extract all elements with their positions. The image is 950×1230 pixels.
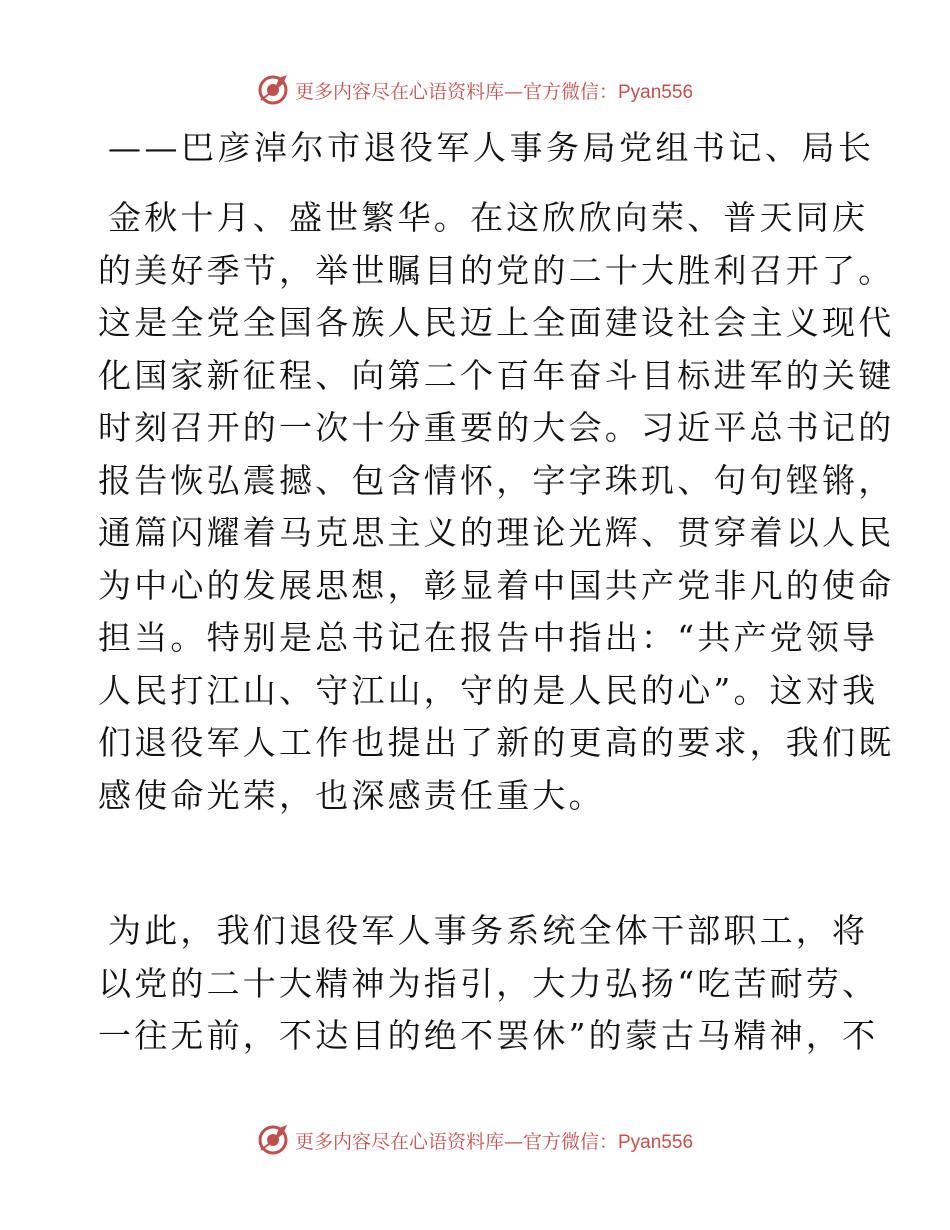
text-line: 通篇闪耀着马克思主义的理论光辉、贯穿着以人民 bbox=[98, 513, 895, 552]
quill-pen-logo-icon bbox=[257, 1124, 289, 1156]
banner-account: Pyan556 bbox=[618, 1131, 694, 1153]
text-line: 这是全党全国各族人民迈上全面建设社会主义现代 bbox=[98, 303, 895, 342]
text-line: 人民打江山、守江山，守的是人民的心”。这对我 bbox=[98, 670, 879, 710]
header-banner bbox=[0, 70, 950, 110]
text-line: 感使命光荣，也深感责任重大。 bbox=[98, 775, 605, 815]
banner-text: 更多内容尽在心语资料库—官方微信：Pyan556 bbox=[294, 1130, 694, 1153]
text-line: 担当。特别是总书记在报告中指出：“共产党领导 bbox=[98, 618, 879, 657]
text-line: 金秋十月、盛世繁华。在这欣欣向荣、普天同庆 bbox=[108, 198, 869, 237]
text-line: 一往无前，不达目的绝不罢休”的蒙古马精神，不 bbox=[98, 1016, 879, 1055]
text-line: 化国家新征程、向第二个百年奋斗目标进军的关键 bbox=[98, 355, 895, 395]
text-line: 时刻召开的一次十分重要的大会。习近平总书记的 bbox=[98, 408, 895, 447]
paragraph-1 bbox=[98, 192, 895, 822]
paragraph-2 bbox=[98, 905, 879, 1063]
text-line: 为中心的发展思想，彰显着中国共产党非凡的使命 bbox=[98, 565, 895, 605]
quill-pen-logo-icon bbox=[257, 74, 289, 106]
text-line: 为此，我们退役军人事务系统全体干部职工，将 bbox=[108, 911, 869, 950]
footer-banner bbox=[0, 1120, 950, 1160]
banner-account: Pyan556 bbox=[618, 81, 694, 103]
text-line: 报告恢弘震撼、包含情怀，字字珠玑、句句铿锵， bbox=[98, 460, 895, 500]
text-line: 们退役军人工作也提出了新的更高的要求，我们既 bbox=[98, 723, 895, 762]
text-line: 以党的二十大精神为指引，大力弘扬“吃苦耐劳、 bbox=[98, 963, 879, 1003]
text-line: 的美好季节，举世瞩目的党的二十大胜利召开了。 bbox=[98, 250, 895, 290]
document-subtitle: ——巴彦淖尔市退役军人事务局党组书记、局长 bbox=[108, 128, 875, 167]
banner-text: 更多内容尽在心语资料库—官方微信：Pyan556 bbox=[294, 80, 694, 103]
